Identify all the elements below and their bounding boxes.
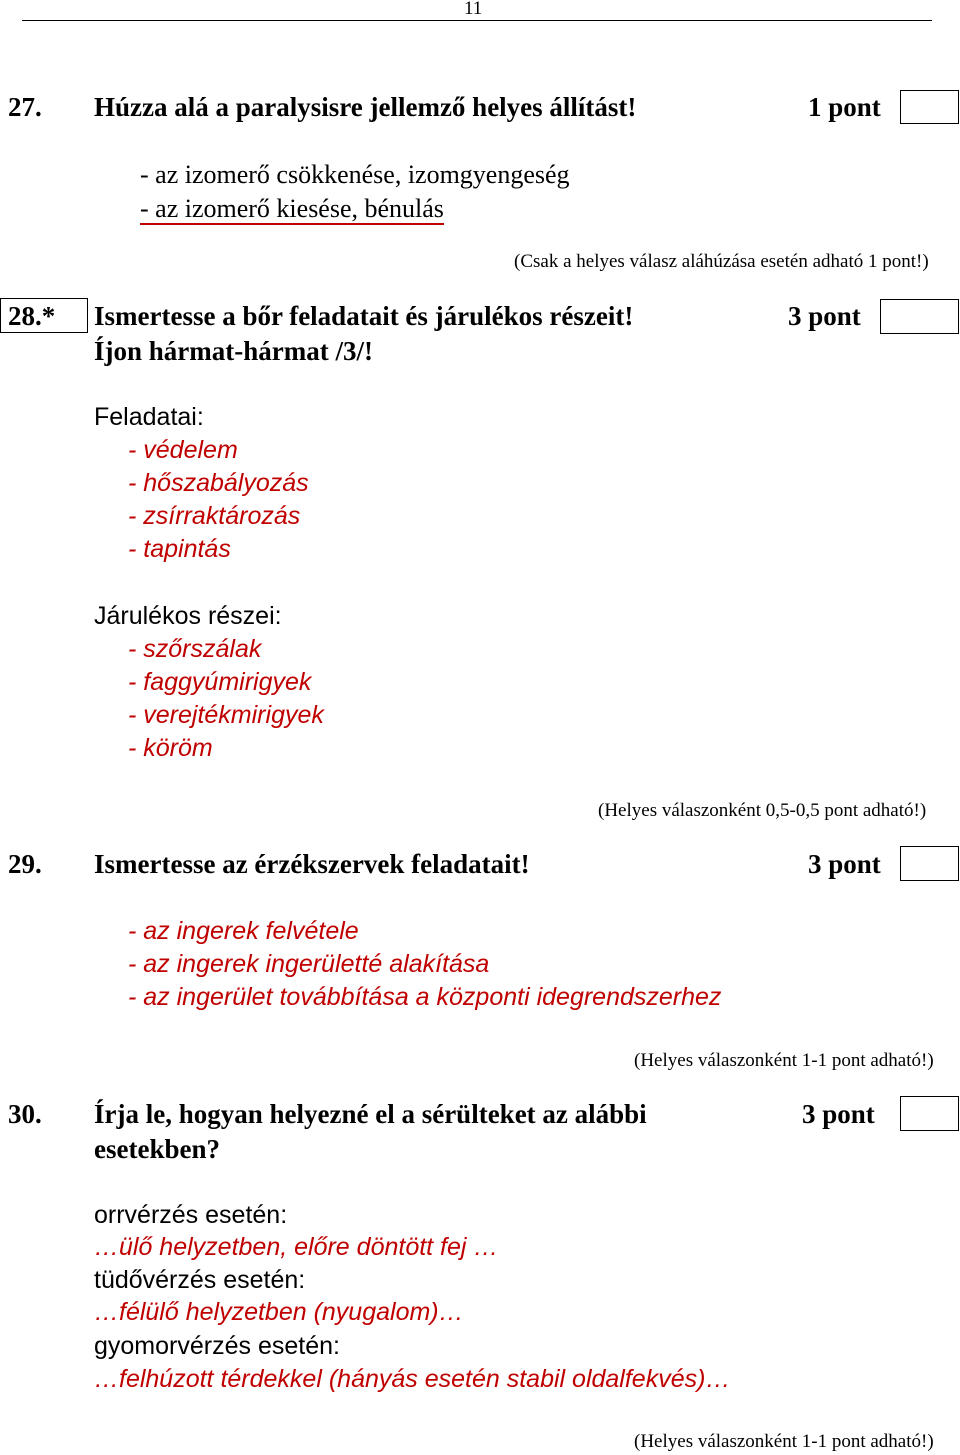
q30-case-2-answer: …félülő helyzetben (nyugalom)… [94,1298,464,1326]
q30-score-box[interactable] [900,1096,959,1131]
q28-score-box[interactable] [880,299,959,334]
q28-number-text: 28. [8,301,42,331]
q28-section2-label: Járulékos részei: [94,602,282,630]
q27-points: 1 pont [808,92,881,122]
q29-item-2: - az ingerek ingerületté alakítása [128,950,490,978]
q27-score-box[interactable] [900,90,959,124]
q30-case-3-label: gyomorvérzés esetén: [94,1332,340,1360]
q29-item-1: - az ingerek felvétele [128,917,359,945]
q30-question: Írja le, hogyan helyezné el a sérülteket az alábbi [94,1099,647,1129]
q28-points: 3 pont [788,301,861,331]
q29-points: 3 pont [808,849,881,879]
q28-part-2: - faggyúmirigyek [128,668,312,696]
header-rule [22,20,932,21]
q28-section1-label: Feladatai: [94,403,204,431]
q28-part-1: - szőrszálak [128,635,262,663]
q30-case-1-answer: …ülő helyzetben, előre döntött fej … [94,1233,499,1261]
q30-question-line2: esetekben? [94,1134,220,1164]
q28-part-4: - köröm [128,734,213,762]
q29-number: 29. [8,849,42,879]
q27-number: 27. [8,92,42,122]
q29-scoring-note: (Helyes válaszonként 1-1 pont adható!) [634,1050,934,1071]
q28-task-2: - hőszabályozás [128,469,309,497]
q27-option-1[interactable]: - az izomerő csökkenése, izomgyengeség [140,160,570,189]
q30-case-2-label: tüdővérzés esetén: [94,1266,306,1294]
q30-points: 3 pont [802,1099,875,1129]
q29-score-box[interactable] [900,846,959,881]
q28-number [8,301,55,332]
q27-question: Húzza alá a paralysisre jellemző helyes állítást! [94,92,637,122]
page-number: 11 [464,0,483,19]
q28-task-4: - tapintás [128,535,231,563]
q27-option-2[interactable] [140,194,444,224]
q30-number: 30. [8,1099,42,1129]
q28-task-3: - zsírraktározás [128,502,301,530]
q28-scoring-note: (Helyes válaszonként 0,5-0,5 pont adható!) [598,800,927,821]
q29-question: Ismertesse az érzékszervek feladatait! [94,849,530,879]
q30-case-1-label: orrvérzés esetén: [94,1201,288,1229]
q30-scoring-note: (Helyes válaszonként 1-1 pont adható!) [634,1431,934,1452]
q27-option-2-text: - az izomerő kiesése, bénulás [140,194,444,223]
q28-task-1: - védelem [128,436,238,464]
q28-part-3: - verejtékmirigyek [128,701,324,729]
q28-question-line2: Íjon hármat-hármat /3/! [94,336,373,366]
q30-case-3-answer: …felhúzott térdekkel (hányás esetén stabil oldalfekvés)… [94,1365,731,1393]
q29-item-3: - az ingerület továbbítása a központi idegrendszerhez [128,983,722,1011]
q28-question: Ismertesse a bőr feladatait és járulékos részeit! [94,301,634,331]
q28-star: * [41,301,56,331]
q27-scoring-note: (Csak a helyes válasz aláhúzása esetén adható 1 pont!) [514,251,929,272]
